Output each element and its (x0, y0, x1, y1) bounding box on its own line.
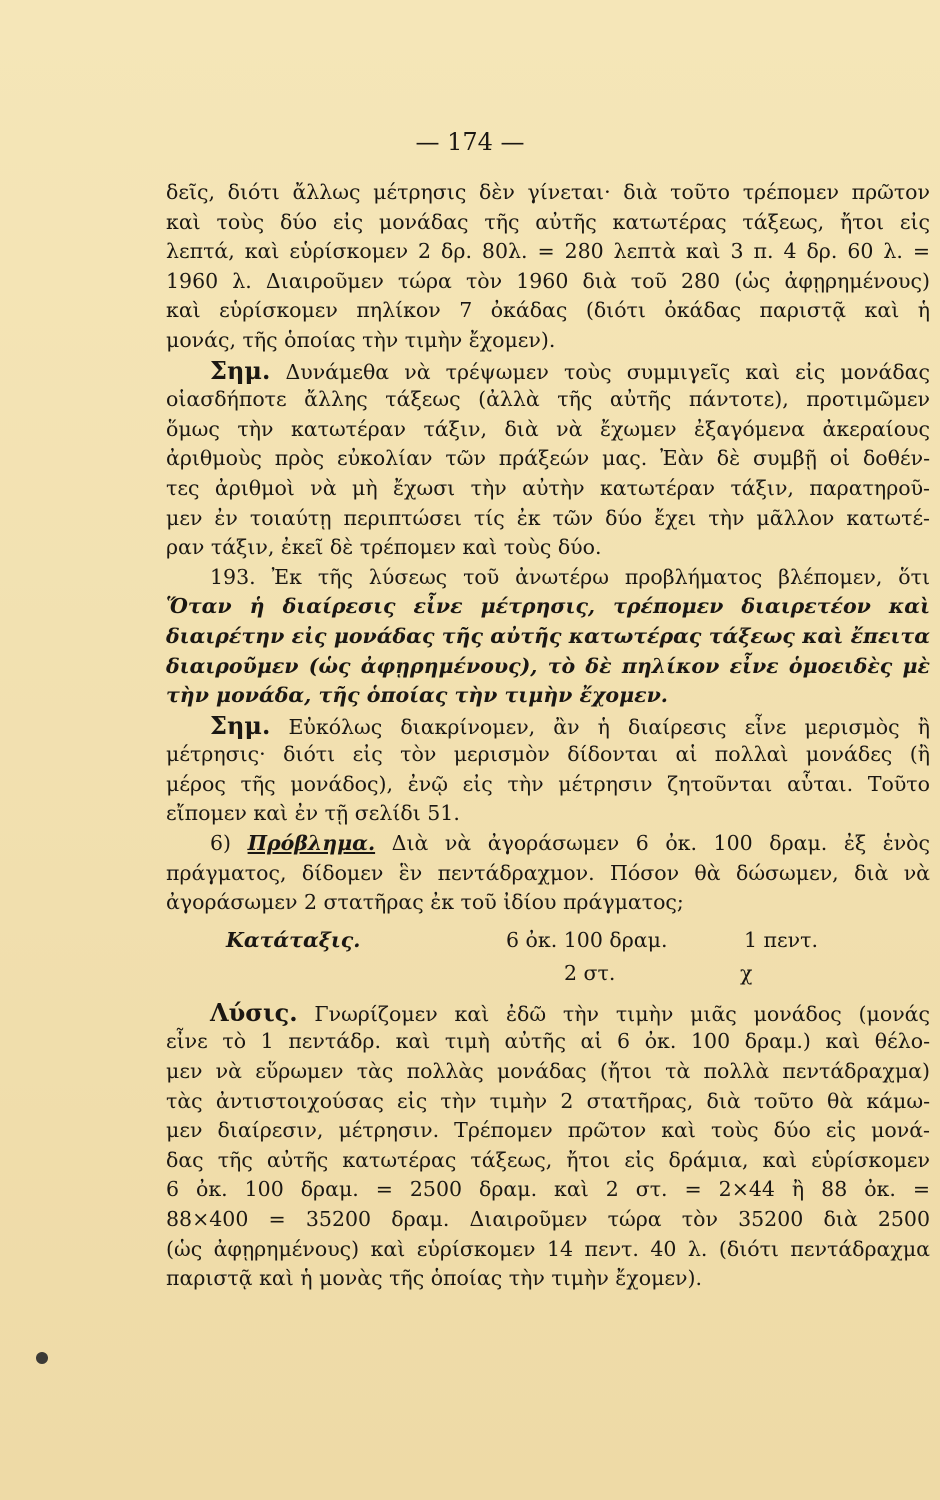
rule-line: διαιροῦμεν (ὡς ἀφῃρημένους), τὸ δὲ πηλίκον εἶνε ὁμοειδὲς μὲ (166, 653, 930, 678)
note-1-first-line (166, 356, 930, 386)
arrangement-cell: 6 ὀκ. 100 δραμ. (506, 927, 668, 952)
text-line: καὶ εὑρίσκομεν πηλίκον 7 ὀκάδας (διότι ὀκάδας παριστᾷ καὶ ἡ (166, 298, 930, 323)
arrangement-label: Κατάταξις. (226, 927, 361, 952)
text-line: οἱασδήποτε ἄλλης τάξεως (ἀλλὰ τῆς αὐτῆς πάντοτε), προτιμῶμεν (166, 387, 930, 412)
paragraph-193: 193. Ἐκ τῆς λύσεως τοῦ ἀνωτέρω προβλήματος βλέπομεν, ὅτι (210, 564, 930, 589)
text-line: μονάς, τῆς ὁποίας τὴν τιμὴν ἔχομεν). (166, 327, 556, 352)
note-1-label: Σημ. (210, 355, 271, 385)
problem-text: Διὰ νὰ ἀγοράσωμεν 6 ὀκ. 100 δραμ. ἐξ ἑνὸς (391, 831, 930, 856)
text-line: τὰς ἀντιστοιχούσας εἰς τὴν τιμὴν 2 στατῆρας, διὰ τοῦτο θὰ κάμω- (166, 1088, 930, 1113)
problem-label: Πρόβλημα. (247, 831, 376, 856)
arrangement-cell: 1 πεντ. (744, 927, 818, 952)
solution-text: Γνωρίζομεν καὶ ἐδῶ τὴν τιμὴν μιᾶς μονάδος (μονάς (314, 1001, 930, 1026)
rule-line: Ὅταν ἡ διαίρεσις εἶνε μέτρησις, τρέπομεν διαιρετέον καὶ (166, 594, 930, 619)
arrangement-cell: χ (740, 960, 753, 985)
note-1-text: Δυνάμεθα νὰ τρέψωμεν τοὺς συμμιγεῖς καὶ εἰς μονάδας (285, 359, 930, 384)
page-number: — 174 — (415, 128, 525, 156)
text-line: λεπτά, καὶ εὑρίσκομεν 2 δρ. 80λ. = 280 λεπτὰ καὶ 3 π. 4 δρ. 60 λ. = (166, 239, 930, 264)
problem-number: 6) (210, 831, 232, 856)
text-line: δας τῆς αὐτῆς κατωτέρας τάξεως, ἤτοι εἰς δράμια, καὶ εὑρίσκομεν (166, 1147, 930, 1172)
text-line: 88×400 = 35200 δραμ. Διαιροῦμεν τώρα τὸν 35200 διὰ 2500 (166, 1207, 930, 1231)
text-line: μέρος τῆς μονάδος), ἐνῷ εἰς τὴν μέτρησιν ζητοῦνται αὗται. Τοῦτο (166, 771, 930, 796)
note-2-text: Εὐκόλως διακρίνομεν, ἂν ἡ διαίρεσις εἶνε μερισμὸς ἢ (288, 714, 930, 739)
text-line: παριστᾷ καὶ ἡ μονὰς τῆς ὁποίας τὴν τιμὴν ἔχομεν). (166, 1266, 702, 1291)
rule-line: διαιρέτην εἰς μονάδας τῆς αὐτῆς κατωτέρας τάξεως καὶ ἔπειτα (166, 623, 930, 648)
text-line: ἀγοράσωμεν 2 στατῆρας ἐκ τοῦ ἰδίου πράγματος; (166, 890, 684, 915)
text-line: καὶ τοὺς δύο εἰς μονάδας τῆς αὐτῆς κατωτέρας τάξεως, ἤτοι εἰς (166, 209, 930, 234)
note-2-label: Σημ. (210, 710, 271, 740)
arrangement-cell: 2 στ. (564, 960, 616, 985)
text-line: μεν νὰ εὕρωμεν τὰς πολλὰς μονάδας (ἤτοι τὰ πολλὰ πεντάδραχμα) (166, 1059, 930, 1084)
text-line: δεῖς, διότι ἄλλως μέτρησις δὲν γίνεται· διὰ τοῦτο τρέπομεν πρῶτον (166, 180, 930, 204)
solution-label: Λύσις. (210, 997, 298, 1027)
text-line: ραν τάξιν, ἐκεῖ δὲ τρέπομεν καὶ τοὺς δύο. (166, 535, 602, 560)
text-line: (ὡς ἀφῃρημένους) καὶ εὑρίσκομεν 14 πεντ. 40 λ. (διότι πεντάδραχμα (166, 1236, 930, 1261)
text-line: μεν διαίρεσιν, μέτρησιν. Τρέπομεν πρῶτον καὶ τοὺς δύο εἰς μονά- (166, 1118, 930, 1143)
body-text (166, 178, 930, 1294)
text-line: εἶνε τὸ 1 πεντάδρ. καὶ τιμὴ αὐτῆς αἱ 6 ὀκ. 100 δραμ.) καὶ θέλο- (166, 1029, 930, 1054)
text-line: ὅμως τὴν κατωτέραν τάξιν, διὰ νὰ ἔχωμεν ἐξαγόμενα ἀκεραίους (166, 416, 930, 441)
text-line: μεν ἐν τοιαύτῃ περιπτώσει τίς ἐκ τῶν δύο ἔχει τὴν μᾶλλον κατωτέ- (166, 505, 930, 530)
text-line: τες ἀριθμοὶ νὰ μὴ ἔχωσι τὴν αὐτὴν κατωτέραν τάξιν, παρατηροῦ- (166, 475, 930, 500)
text-line: 6 ὀκ. 100 δραμ. = 2500 δραμ. καὶ 2 στ. = 2×44 ἢ 88 ὀκ. = (166, 1177, 930, 1202)
text-line: 1960 λ. Διαιροῦμεν τώρα τὸν 1960 διὰ τοῦ 280 (ὡς ἀφῃρημένους) (166, 268, 930, 293)
solution-first-line (166, 998, 930, 1028)
arrangement-row (166, 926, 930, 959)
text-line: εἴπομεν καὶ ἐν τῇ σελίδι 51. (166, 801, 460, 826)
rule-line: τὴν μονάδα, τῆς ὁποίας τὴν τιμὴν ἔχομεν. (166, 683, 668, 708)
text-line: μέτρησις· διότι εἰς τὸν μερισμὸν δίδονται αἱ πολλαὶ μονάδες (ἢ (166, 742, 930, 767)
text-line: ἀριθμοὺς πρὸς εὐκολίαν τῶν πράξεών μας. Ἐὰν δὲ συμβῇ οἱ δοθέν- (166, 446, 930, 471)
margin-dot (36, 1352, 48, 1364)
note-2-first-line (166, 711, 930, 741)
text-line: πράγματος, δίδομεν ἓν πεντάδραχμον. Πόσον θὰ δώσωμεν, διὰ νὰ (166, 860, 930, 885)
arrangement-row (166, 959, 930, 992)
problem-first-line (166, 829, 930, 859)
